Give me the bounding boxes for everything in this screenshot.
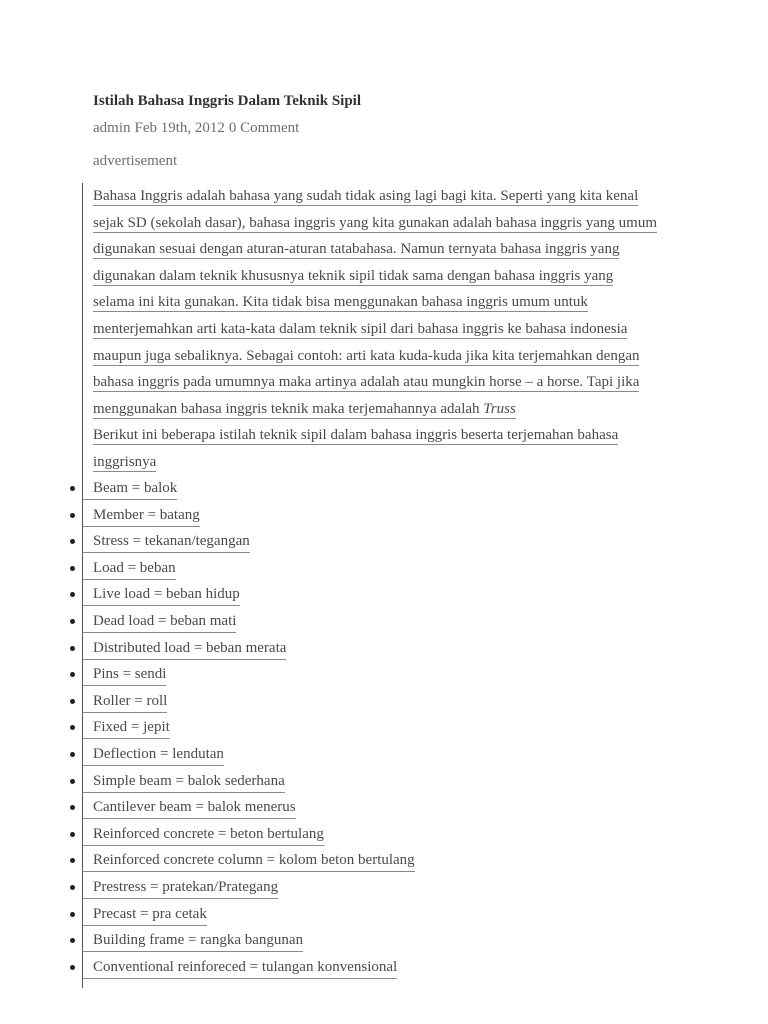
bullet-icon <box>70 513 75 518</box>
list-item <box>0 741 700 768</box>
truss-term: Truss <box>483 400 516 417</box>
term-text: Pins = sendi <box>83 663 166 686</box>
bullet-icon <box>70 912 75 917</box>
list-item <box>0 794 700 821</box>
term-text: Simple beam = balok sederhana <box>83 770 285 793</box>
term-text: Reinforced concrete = beton bertulang <box>83 823 324 846</box>
paragraph-line <box>93 396 693 423</box>
bullet-icon <box>70 672 75 677</box>
term-text: Prestress = pratekan/Prategang <box>83 876 278 899</box>
list-item <box>0 847 700 874</box>
intro-line: Berikut ini beberapa istilah teknik sipil dalam bahasa inggris beserta terjemahan bahasa <box>93 427 619 444</box>
paragraph-line: bahasa inggris pada umumnya maka artinya adalah atau mungkin horse – a horse. Tapi jika <box>93 374 640 391</box>
bullet-icon <box>70 725 75 730</box>
list-item <box>0 688 700 715</box>
bullet-icon <box>70 885 75 890</box>
list-item <box>0 635 700 662</box>
term-text: Fixed = jepit <box>83 716 170 739</box>
paragraph-line: digunakan sesuai dengan aturan-aturan tatabahasa. Namun ternyata bahasa inggris yang <box>93 241 620 258</box>
article-meta <box>93 120 299 137</box>
post-date: Feb 19th, 2012 <box>134 120 225 136</box>
bullet-icon <box>70 938 75 943</box>
bullet-icon <box>70 858 75 863</box>
paragraph-line: selama ini kita gunakan. Kita tidak bisa menggunakan bahasa inggris umum untuk <box>93 294 588 311</box>
bullet-icon <box>70 592 75 597</box>
list-item <box>0 661 700 688</box>
paragraph-line: menterjemahkan arti kata-kata dalam teknik sipil dari bahasa inggris ke bahasa indonesia <box>93 320 628 337</box>
list-item <box>0 555 700 582</box>
list-item <box>0 821 700 848</box>
list-item <box>0 475 700 502</box>
bullet-icon <box>70 752 75 757</box>
advertisement-label: advertisement <box>93 153 178 169</box>
bullet-icon <box>70 486 75 491</box>
list-item <box>0 714 700 741</box>
list-item <box>0 528 700 555</box>
list-item <box>0 608 700 635</box>
term-text: Reinforced concrete column = kolom beton bertulang <box>83 849 415 872</box>
list-item <box>0 901 700 928</box>
article-body <box>93 183 693 476</box>
term-text: Precast = pra cetak <box>83 903 207 926</box>
bullet-icon <box>70 832 75 837</box>
paragraph-line: maupun juga sebaliknya. Sebagai contoh: arti kata kuda-kuda jika kita terjemahkan dengan <box>93 347 640 364</box>
bullet-icon <box>70 646 75 651</box>
term-text: Roller = roll <box>83 690 167 713</box>
intro-line: inggrisnya <box>93 453 157 470</box>
bullet-icon <box>70 805 75 810</box>
paragraph-line: Bahasa Inggris adalah bahasa yang sudah tidak asing lagi bagi kita. Seperti yang kita kenal <box>93 188 639 204</box>
term-text: Load = beban <box>83 557 176 580</box>
list-item <box>0 581 700 608</box>
term-text: Conventional reinforeced = tulangan konvensional <box>83 956 397 979</box>
term-text: Live load = beban hidup <box>83 583 240 606</box>
paragraph-last-text: menggunakan bahasa inggris teknik maka terjemahannya adalah <box>93 400 484 417</box>
list-item <box>0 768 700 795</box>
list-item <box>0 954 700 981</box>
term-text: Beam = balok <box>83 477 177 500</box>
bullet-icon <box>70 539 75 544</box>
term-text: Stress = tekanan/tegangan <box>83 530 250 553</box>
bullet-icon <box>70 566 75 571</box>
list-item <box>0 874 700 901</box>
term-text: Building frame = rangka bangunan <box>83 929 303 952</box>
bullet-icon <box>70 619 75 624</box>
list-item <box>0 927 700 954</box>
list-item <box>0 502 700 529</box>
terms-list <box>0 475 700 980</box>
comment-count-link[interactable]: 0 Comment <box>228 120 300 136</box>
bullet-icon <box>70 699 75 704</box>
paragraph-line: digunakan dalam teknik khususnya teknik sipil tidak sama dengan bahasa inggris yang <box>93 267 614 284</box>
author-link[interactable]: admin <box>93 120 131 136</box>
paragraph-line: sejak SD (sekolah dasar), bahasa inggris yang kita gunakan adalah bahasa inggris yang umum <box>93 214 658 231</box>
bullet-icon <box>70 965 75 970</box>
term-text: Member = batang <box>83 504 200 527</box>
article-title: Istilah Bahasa Inggris Dalam Teknik Sipil <box>93 93 362 109</box>
bullet-icon <box>70 779 75 784</box>
term-text: Cantilever beam = balok menerus <box>83 796 296 819</box>
term-text: Deflection = lendutan <box>83 743 224 766</box>
term-text: Dead load = beban mati <box>83 610 236 633</box>
term-text: Distributed load = beban merata <box>83 637 286 660</box>
